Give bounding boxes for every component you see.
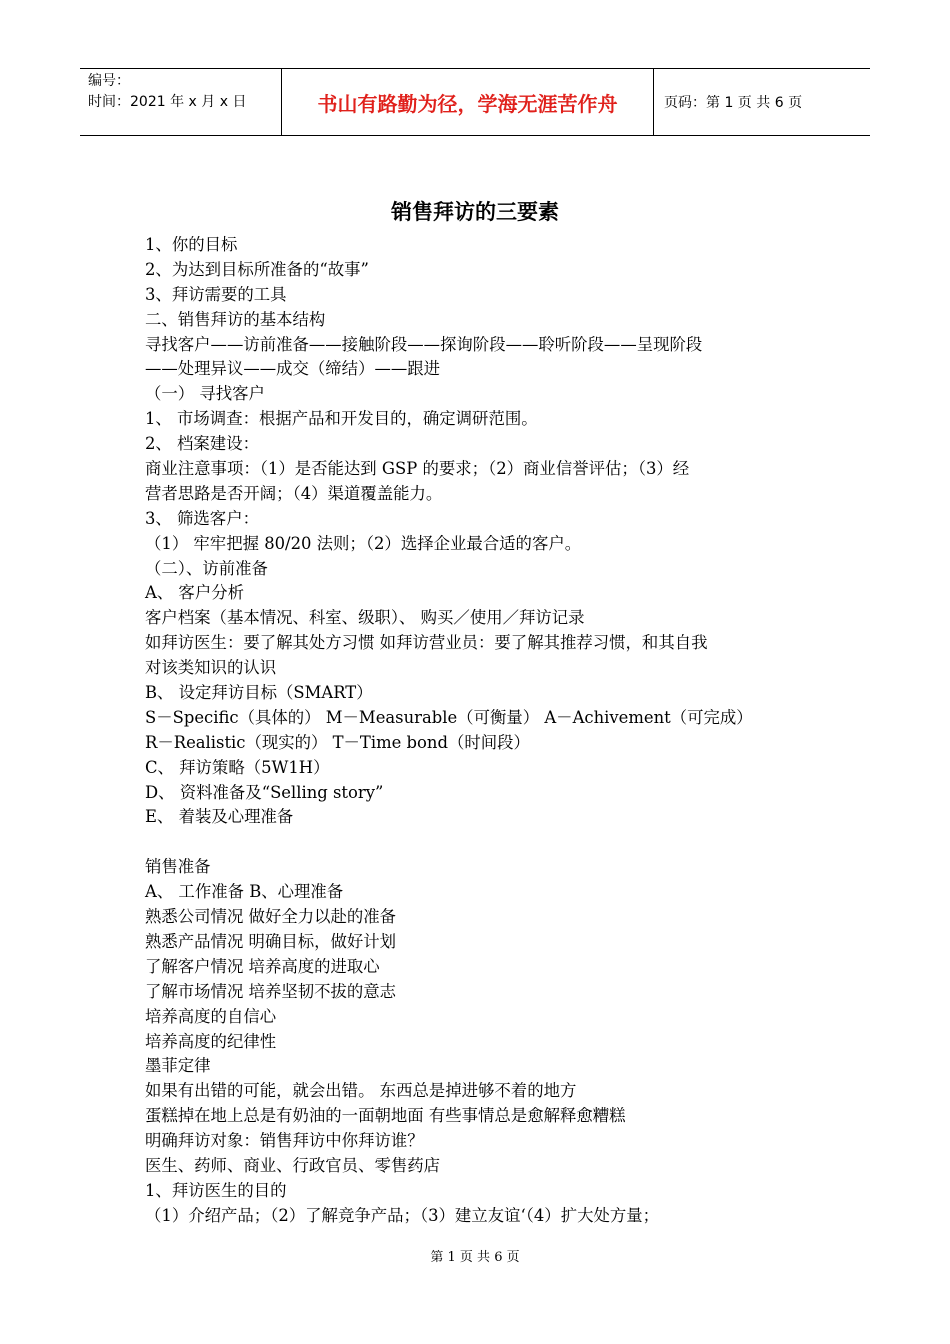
body-line: 商业注意事项：（1）是否能达到 GSP 的要求；（2）商业信誉评估；（3）经 (145, 459, 690, 479)
page-header (80, 68, 870, 136)
body-line: 对该类知识的认识 (145, 658, 277, 678)
body-line: 熟悉公司情况 做好全力以赴的准备 (145, 907, 397, 927)
body-line: 2、为达到目标所准备的“故事” (145, 259, 369, 279)
body-line: B、 设定拜访目标（SMART） (145, 683, 373, 703)
body-line: 熟悉产品情况 明确目标，做好计划 (145, 931, 397, 951)
header-motto: 书山有路勤为径，学海无涯苦作舟 (282, 69, 654, 135)
body-line: S－Specific（具体的） M－Measurable（可衡量） A－Achivement（可完成） (145, 707, 753, 727)
header-page-number: 页码：第 1 页 共 6 页 (664, 95, 803, 111)
body-line: （一） 寻找客户 (145, 384, 265, 404)
body-line: 1、 市场调查：根据产品和开发目的，确定调研范围。 (145, 409, 538, 429)
blank-line (145, 830, 810, 855)
body-line: （1）介绍产品；（2）了解竞争产品；（3）建立友谊‘（4）扩大处方量； (145, 1205, 660, 1225)
body-line: 3、 筛选客户： (145, 508, 259, 528)
body-line: 2、 档案建设： (145, 434, 259, 454)
body-line: 了解客户情况 培养高度的进取心 (145, 956, 380, 976)
body-line: 蛋糕掉在地上总是有奶油的一面朝地面 有些事情总是愈解释愈糟糕 (145, 1106, 626, 1126)
body-line: 培养高度的纪律性 (145, 1031, 277, 1051)
body-line: 明确拜访对象：销售拜访中你拜访谁？ (145, 1131, 424, 1151)
body-line: 1、拜访医生的目的 (145, 1180, 287, 1200)
body-line: 如果有出错的可能，就会出错。 东西总是掉进够不着的地方 (145, 1081, 577, 1101)
body-line: 了解市场情况 培养坚韧不拔的意志 (145, 981, 397, 1001)
body-line: 如拜访医生：要了解其处方习惯 如拜访营业员：要了解其推荐习惯，和其自我 (145, 633, 708, 653)
body-line: 营者思路是否开阔；（4）渠道覆盖能力。 (145, 483, 443, 503)
document-date-label: 时间：2021 年 x 月 x 日 (88, 94, 247, 110)
body-line: 培养高度的自信心 (145, 1006, 277, 1026)
document-number-label: 编号： (88, 73, 130, 89)
body-line: R－Realistic（现实的） T－Time bond（时间段） (145, 732, 530, 752)
body-line: （1） 牢牢把握 80/20 法则；（2）选择企业最合适的客户。 (145, 533, 582, 553)
body-line: D、 资料准备及“Selling story” (145, 782, 384, 802)
body-line: C、 拜访策略（5W1H） (145, 757, 330, 777)
header-meta (80, 69, 282, 135)
body-line: 二、销售拜访的基本结构 (145, 309, 326, 329)
body-line: 墨菲定律 (145, 1056, 211, 1076)
body-line: 寻找客户——访前准备——接触阶段——探询阶段——聆听阶段——呈现阶段 (145, 334, 703, 354)
body-line: A、 工作准备 B、心理准备 (145, 882, 344, 902)
body-line: A、 客户分析 (145, 583, 244, 603)
body-line: 3、拜访需要的工具 (145, 284, 287, 304)
body-line: ——处理异议——成交（缔结）——跟进 (145, 359, 441, 379)
body-line: 医生、药师、商业、行政官员、零售药店 (145, 1155, 441, 1175)
page-footer: 第 1 页 共 6 页 (430, 1250, 520, 1265)
body-line: 销售准备 (145, 857, 211, 877)
body-line: 客户档案（基本情况、科室、级职）、 购买／使用／拜访记录 (145, 608, 585, 628)
document-body (145, 233, 810, 1229)
body-line: （二）、访前准备 (145, 558, 268, 578)
body-line: E、 着装及心理准备 (145, 807, 294, 827)
body-line: 1、你的目标 (145, 235, 238, 254)
document-title: 销售拜访的三要素 (391, 200, 559, 224)
